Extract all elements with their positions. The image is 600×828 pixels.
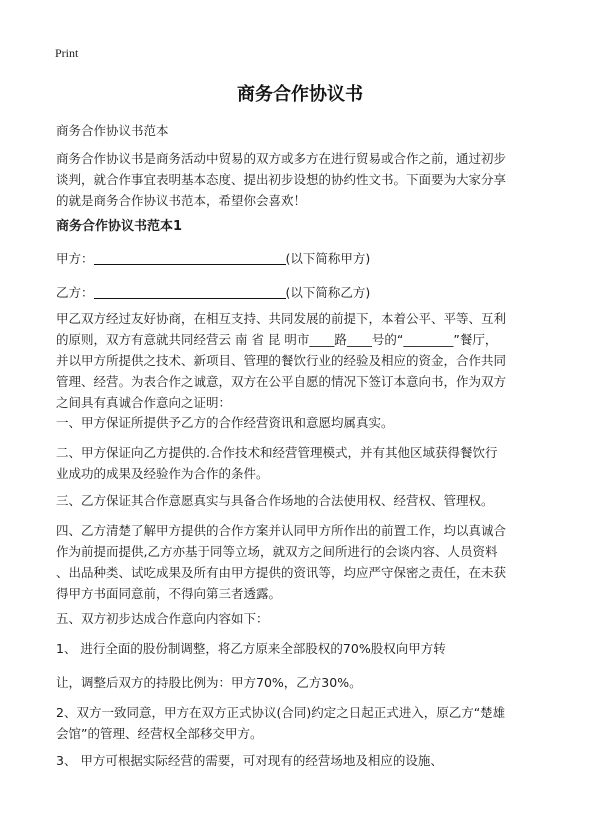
- clause-4-line: 得甲方书面同意前，不得向第三者透露。: [56, 586, 282, 601]
- party-b-line: [56, 282, 553, 303]
- clause-5: 五、双方初步达成合作意向内容如下：: [56, 611, 269, 626]
- item-2-line: 2、双方一致同意，甲方在双方正式协议(合同)约定之日起正式进入，原乙方“楚雄: [56, 705, 506, 720]
- preamble-line: 之间具有真诚合作意向之证明：: [56, 395, 232, 410]
- document-subtitle: 商务合作协议书范本: [56, 123, 169, 138]
- preamble-line: 并以甲方所提供之技术、新项目、管理的餐饮行业的经验及相应的资金，合作共同: [56, 353, 507, 368]
- party-b-suffix: (以下简称乙方): [285, 285, 371, 300]
- item-3: 3、 甲方可根据实际经营的需要，可对现有的经营场地及相应的设施、: [56, 753, 443, 768]
- item-2-line: 会馆”的管理、经营权全部移交甲方。: [56, 726, 263, 741]
- document-title: 商务合作协议书: [237, 84, 363, 105]
- party-a-line: [56, 248, 553, 269]
- clause-4: [56, 520, 553, 604]
- clause-3: 三、乙方保证其合作意愿真实与具备合作场地的合法使用权、经营权、管理权。: [56, 493, 494, 508]
- preamble-line: 的原则，双方有意就共同经营云 南 省 昆 明市____路____号的“________”餐厅，: [56, 332, 498, 347]
- clause-2-line: 二、甲方保证向乙方提供的.合作技术和经营管理模式，并有其他区域获得餐饮行: [56, 445, 498, 460]
- intro-line: 商务合作协议书是商务活动中贸易的双方或多方在进行贸易或合作之前，通过初步: [56, 151, 507, 166]
- intro-paragraph: [56, 148, 553, 211]
- print-link[interactable]: Print: [55, 46, 79, 60]
- item-1-line-1: 1、 进行全面的股份制调整，将乙方原来全部股权的70%股权向甲方转: [56, 641, 446, 656]
- clause-4-line: 作为前提而提供,乙方亦基于同等立场，就双方之间所进行的会谈内容、人员资料: [56, 544, 498, 559]
- party-a-suffix: (以下简称甲方): [285, 251, 371, 266]
- clause-2-line: 业成功的成果及经验作为合作的条件。: [56, 466, 269, 481]
- preamble-paragraph: [56, 308, 553, 413]
- intro-line: 的就是商务合作协议书范本，希望你会喜欢！: [56, 193, 307, 208]
- clause-1: 一、甲方保证所提供予乙方的合作经营资讯和意愿均属真实。: [56, 415, 394, 430]
- preamble-line: 甲乙双方经过友好协商，在相互支持、共同发展的前提下，本着公平、平等、互利: [56, 311, 507, 326]
- clause-4-line: 四、乙方清楚了解甲方提供的合作方案并认同甲方所作出的前置工作，均以真诚合: [56, 523, 507, 538]
- section-heading: 商务合作协议书范本1: [56, 219, 183, 234]
- party-a-blank[interactable]: [94, 250, 286, 265]
- preamble-line: 管理、经营。为表合作之诚意，双方在公平自愿的情况下签订本意向书，作为双方: [56, 374, 507, 389]
- clause-2: [56, 442, 553, 484]
- intro-line: 谈判，就合作事宜表明基本态度、提出初步设想的协约性文书。下面要为大家分享: [56, 172, 507, 187]
- party-b-label: 乙方：: [56, 285, 94, 300]
- party-a-label: 甲方：: [56, 251, 94, 266]
- clause-4-line: 、出品种类、试吃成果及所有由甲方提供的资讯等，均应严守保密之责任，在未获: [56, 565, 507, 580]
- item-1-line-2: 让，调整后双方的持股比例为：甲方70%，乙方30%。: [56, 675, 362, 690]
- party-b-blank[interactable]: [94, 284, 286, 299]
- item-2: [56, 702, 553, 744]
